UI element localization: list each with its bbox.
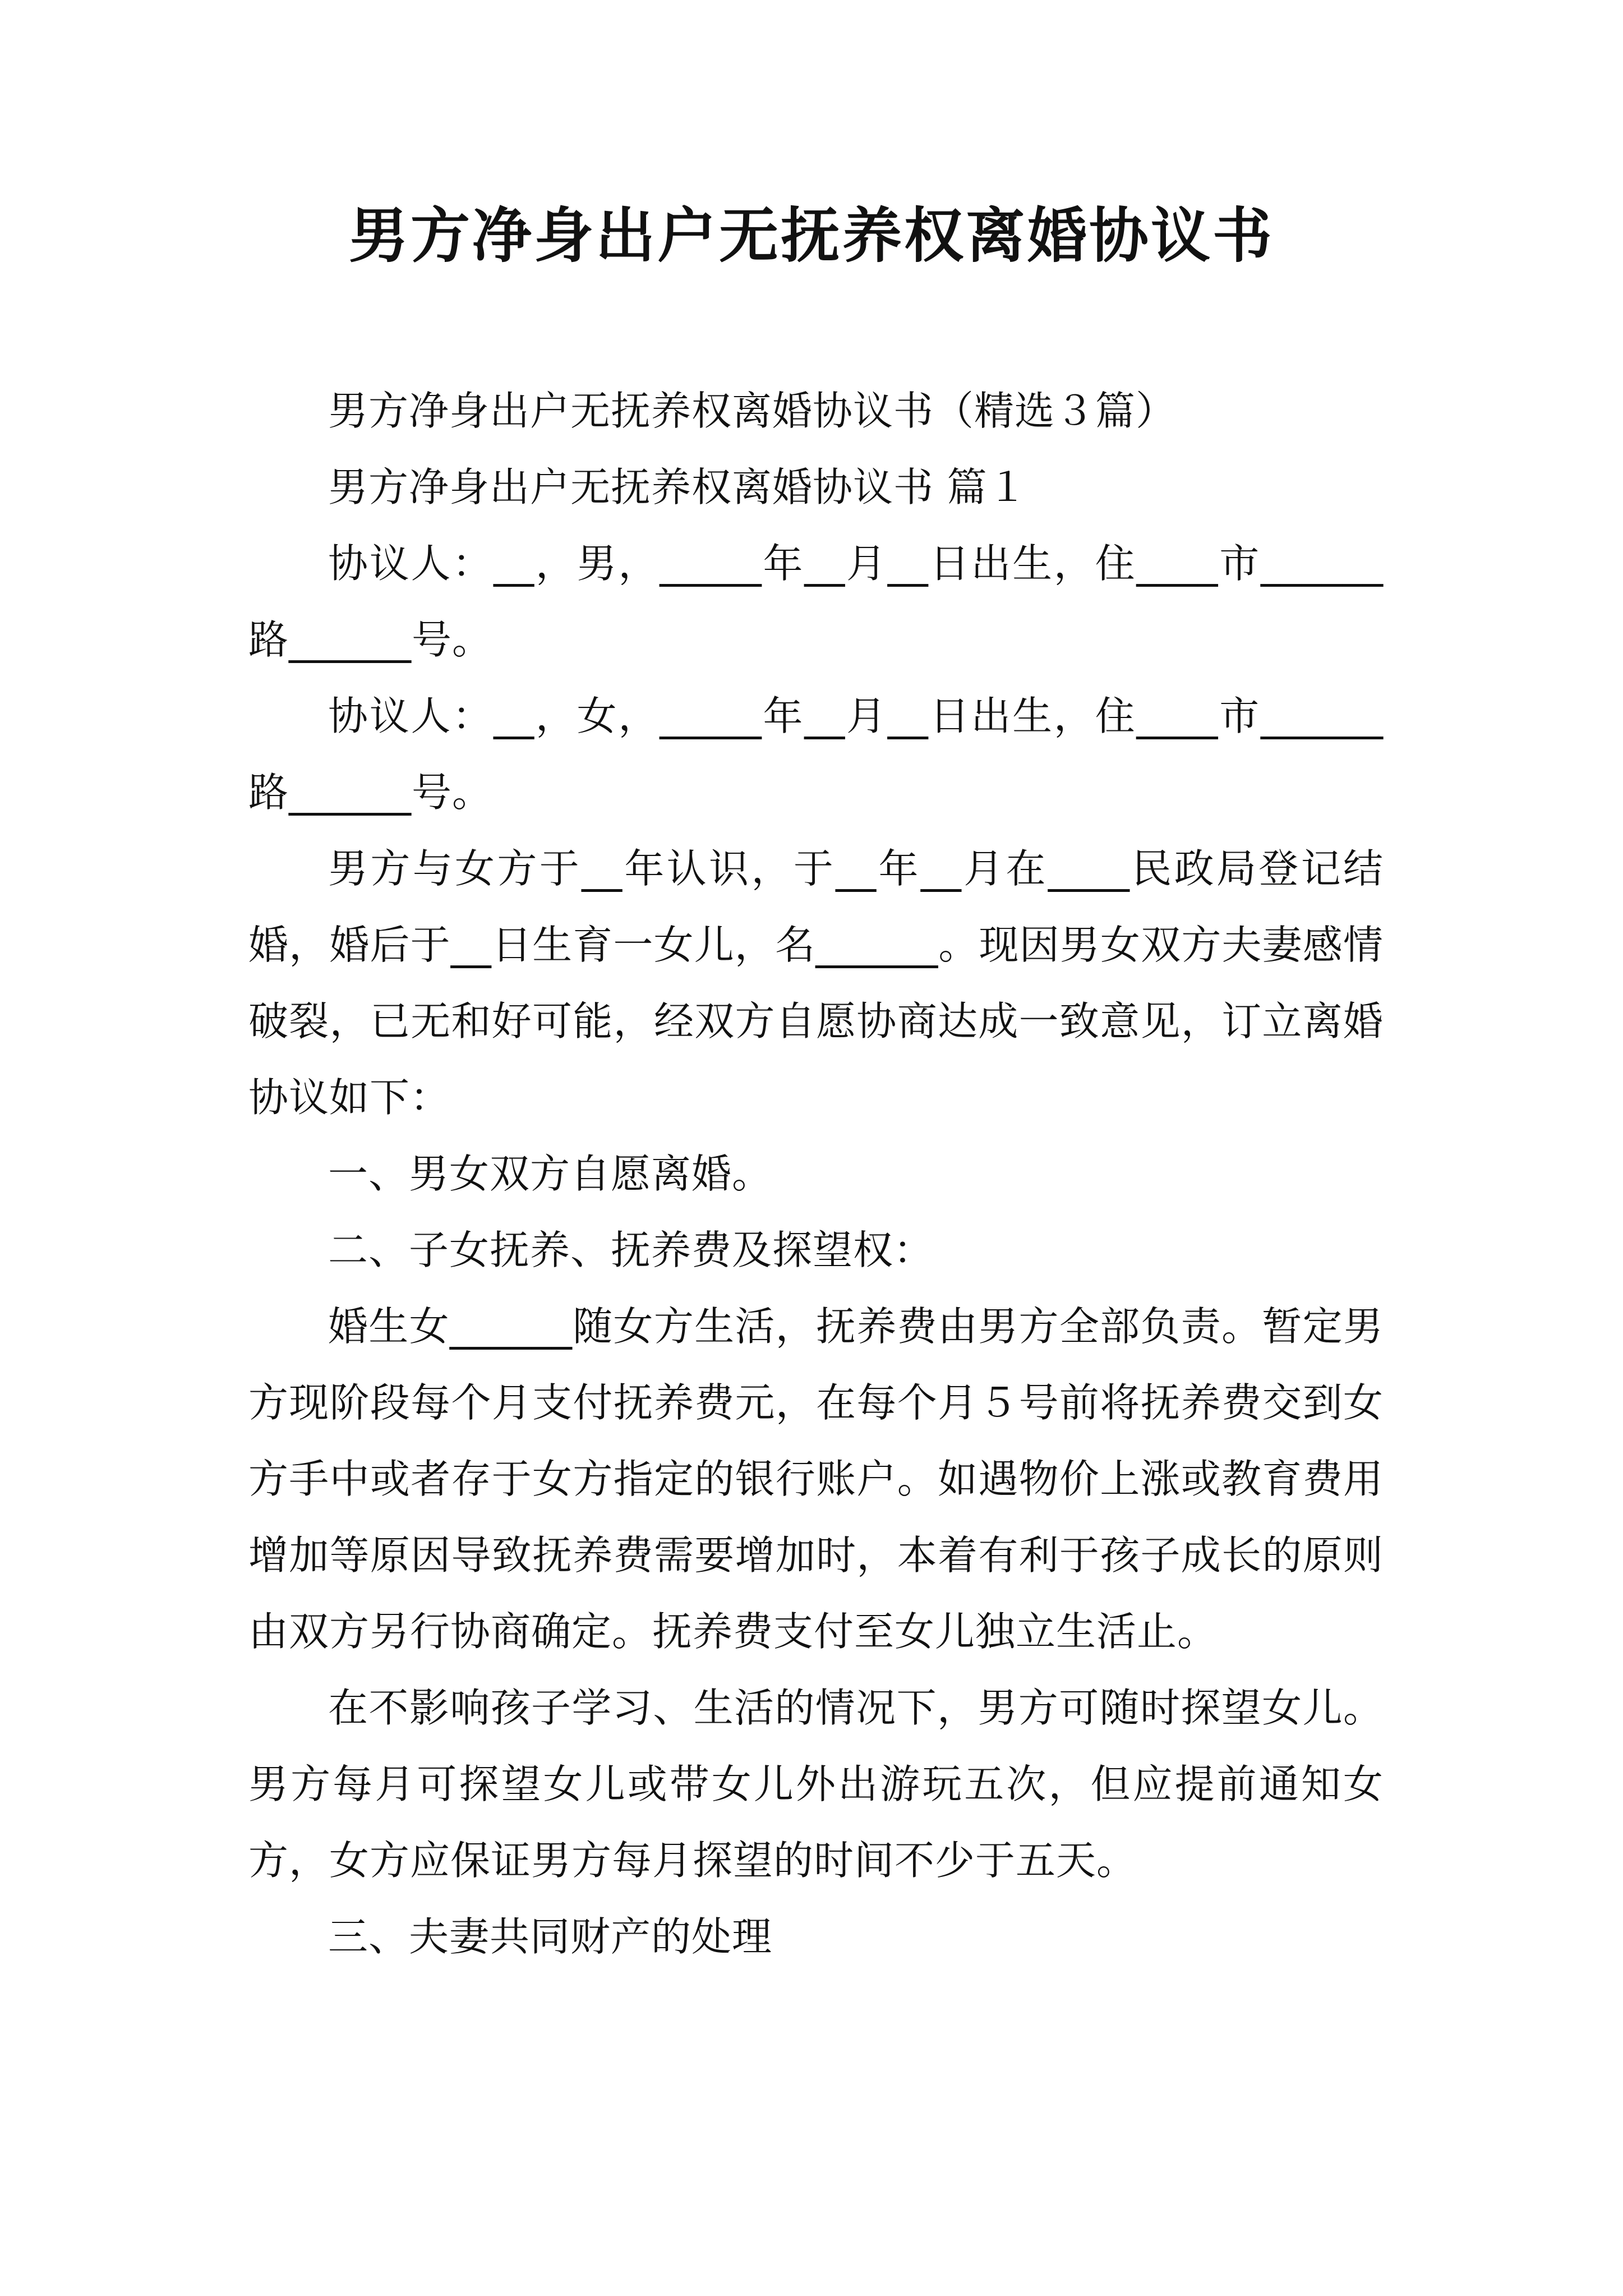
- document-body: [248, 373, 1384, 1975]
- visitation-paragraph: 在不影响孩子学习、生活的情况下，男方可随时探望女儿。男方每月可探望女儿或带女儿外出游玩五次，但应提前通知女方，女方应保证男方每月探望的时间不少于五天。: [248, 1685, 1384, 1884]
- section-heading: 男方净身出户无抚养权离婚协议书 篇１: [328, 464, 1028, 510]
- clause-1: 一、男女双方自愿离婚。: [328, 1151, 773, 1197]
- background-paragraph: 男方与女方于__年认识，于__年__月在____民政局登记结婚，婚后于__日生育一女儿，名______。现因男女双方夫妻感情破裂，已无和好可能，经双方自愿协商达成一致意见，订立离婚协议如下：: [248, 845, 1384, 1121]
- clause-2-heading: 二、子女抚养、抚养费及探望权：: [328, 1227, 934, 1273]
- document-title: 男方净身出户无抚养权离婚协议书: [349, 200, 1274, 270]
- custody-support-paragraph: 婚生女______随女方生活，抚养费由男方全部负责。暂定男方现阶段每个月支付抚养费元，在每个月５号前将抚养费交到女方手中或者存于女方指定的银行账户。如遇物价上涨或教育费用增加等原因导致抚养费需要增加时，本着有利于孩子成长的原则由双方另行协商确定。抚养费支付至女儿独立生活止。: [248, 1303, 1384, 1655]
- subtitle-paragraph: 男方净身出户无抚养权离婚协议书（精选３篇）: [328, 388, 1177, 434]
- clause-3-heading: 三、夫妻共同财产的处理: [328, 1913, 773, 1960]
- party-male-paragraph: 协议人：__，男，_____年__月__日出生，住____市______路______号。: [248, 540, 1384, 663]
- party-female-paragraph: 协议人：__，女，_____年__月__日出生，住____市______路______号。: [248, 693, 1384, 816]
